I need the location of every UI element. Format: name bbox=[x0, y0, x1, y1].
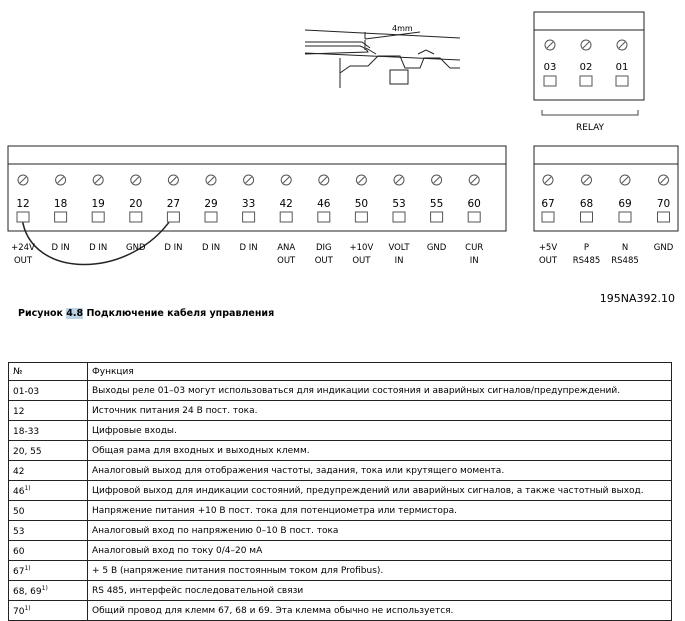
terminal-number: 12 bbox=[16, 198, 30, 210]
terminal-label-line1: P bbox=[583, 243, 590, 253]
caption-prefix: Рисунок bbox=[18, 308, 67, 319]
table-row bbox=[9, 601, 672, 621]
table-row bbox=[9, 581, 672, 601]
terminal-label-line1: GND bbox=[426, 243, 447, 253]
caption-number: 4.8 bbox=[66, 308, 84, 319]
terminal-label-line1: D IN bbox=[89, 243, 108, 253]
terminal-socket bbox=[17, 212, 29, 222]
table-row bbox=[9, 481, 672, 501]
terminal-socket bbox=[318, 212, 330, 222]
terminal-number-cell bbox=[9, 481, 88, 501]
table-row bbox=[9, 561, 672, 581]
relay-block bbox=[530, 10, 650, 135]
terminal-label-line2: OUT bbox=[277, 256, 296, 266]
cable-strip-illustration bbox=[300, 18, 470, 93]
terminal-number-cell bbox=[9, 441, 88, 461]
terminal-label-line1: GND bbox=[126, 243, 146, 253]
terminal-number: 67 bbox=[541, 198, 555, 210]
terminal-number-cell bbox=[9, 561, 88, 581]
terminal-label-line1: D IN bbox=[239, 243, 258, 253]
terminal-number: 42 bbox=[13, 467, 25, 477]
terminal-number-cell bbox=[9, 421, 88, 441]
function-description: + 5 В (напряжение питания постоянным током для Profibus). bbox=[88, 561, 672, 581]
terminal-number: 60 bbox=[13, 547, 25, 557]
relay-terminal-02: 02 bbox=[579, 62, 593, 73]
function-description: Цифровой выход для индикации состояний, предупреждений или аварийных сигналов, а также частотный выход. bbox=[88, 481, 672, 501]
terminal-function-table bbox=[8, 362, 672, 621]
terminal-socket bbox=[619, 212, 631, 222]
header-function: Функция bbox=[88, 363, 672, 381]
terminal-label-line1: +24V bbox=[11, 243, 35, 253]
terminal-number: 70 bbox=[656, 198, 671, 210]
terminal-number: 18 bbox=[53, 198, 68, 210]
terminal-socket bbox=[393, 212, 405, 222]
terminal-number: 50 bbox=[354, 198, 369, 210]
table-row bbox=[9, 381, 672, 401]
terminal-label-line1: +10V bbox=[349, 243, 374, 253]
terminal-socket bbox=[431, 212, 443, 222]
terminal-socket bbox=[468, 212, 480, 222]
terminal-socket bbox=[658, 212, 670, 222]
function-description: Аналоговый вход по току 0/4–20 мА bbox=[88, 541, 672, 561]
table-row bbox=[9, 441, 672, 461]
terminal-number: 27 bbox=[166, 198, 181, 210]
terminal-socket bbox=[130, 212, 142, 222]
terminal-number: 67 bbox=[13, 567, 25, 577]
table-row bbox=[9, 521, 672, 541]
terminal-socket bbox=[205, 212, 217, 222]
terminal-label-line1: VOLT bbox=[388, 243, 410, 253]
table-header-row bbox=[9, 363, 672, 381]
terminal-number: 50 bbox=[13, 507, 25, 517]
terminal-number-cell bbox=[9, 521, 88, 541]
function-description: Источник питания 24 В пост. тока. bbox=[88, 401, 672, 421]
terminal-label-line1: N bbox=[621, 243, 629, 253]
terminal-number: 12 bbox=[13, 407, 25, 417]
terminal-number-cell bbox=[9, 381, 88, 401]
table-row bbox=[9, 501, 672, 521]
terminal-number: 68 bbox=[579, 198, 594, 210]
function-description: Цифровые входы. bbox=[88, 421, 672, 441]
terminal-label-line2: OUT bbox=[538, 256, 558, 266]
terminal-socket bbox=[243, 212, 255, 222]
terminal-number: 53 bbox=[392, 198, 406, 210]
terminal-label-line2: OUT bbox=[352, 256, 371, 266]
caption-text: Подключение кабеля управления bbox=[83, 308, 275, 319]
terminal-label-line1: D IN bbox=[164, 243, 183, 253]
footnote-marker: 1) bbox=[24, 565, 31, 572]
terminal-number: 70 bbox=[13, 607, 25, 617]
terminal-label-line1: ANA bbox=[277, 243, 296, 253]
terminal-label-line2: RS485 bbox=[572, 256, 601, 266]
function-description: Общий провод для клемм 67, 68 и 69. Эта клемма обычно не используется. bbox=[88, 601, 672, 621]
terminal-label-line2: RS485 bbox=[611, 256, 639, 266]
terminal-number-cell bbox=[9, 601, 88, 621]
terminal-label-line2: IN bbox=[469, 256, 479, 266]
terminal-number: 69 bbox=[618, 198, 632, 210]
figure-id: 195NA392.10 bbox=[599, 292, 675, 305]
terminal-number: 42 bbox=[279, 198, 293, 210]
terminal-number: 19 bbox=[91, 198, 105, 210]
terminal-number-cell bbox=[9, 461, 88, 481]
footnote-marker: 1) bbox=[41, 585, 48, 592]
terminal-number: 33 bbox=[241, 198, 256, 210]
table-row bbox=[9, 421, 672, 441]
terminal-label-line1: GND bbox=[653, 243, 674, 253]
terminal-label-line1: +5V bbox=[538, 243, 558, 253]
terminal-socket bbox=[55, 212, 67, 222]
control-terminal-block bbox=[0, 140, 520, 275]
terminal-label-line1: D IN bbox=[51, 243, 70, 253]
terminal-number: 18-33 bbox=[13, 427, 40, 437]
terminal-socket bbox=[581, 212, 593, 222]
terminal-number-cell bbox=[9, 541, 88, 561]
table-row bbox=[9, 401, 672, 421]
relay-terminal-01: 01 bbox=[615, 62, 629, 73]
terminal-socket bbox=[355, 212, 367, 222]
function-description: Выходы реле 01–03 могут использоваться для индикации состояния и аварийных сигналов/предупреждений. bbox=[88, 381, 672, 401]
terminal-socket bbox=[92, 212, 104, 222]
terminal-number-cell bbox=[9, 501, 88, 521]
terminal-number-cell bbox=[9, 401, 88, 421]
terminal-number: 46 bbox=[13, 487, 25, 497]
figure-caption bbox=[18, 308, 274, 319]
terminal-number: 01-03 bbox=[13, 387, 40, 397]
function-description: RS 485, интерфейс последовательной связи bbox=[88, 581, 672, 601]
table-row bbox=[9, 541, 672, 561]
footnote-marker: 1) bbox=[24, 605, 31, 612]
terminal-number: 46 bbox=[317, 198, 331, 210]
relay-terminal-03: 03 bbox=[543, 62, 557, 73]
terminal-socket bbox=[280, 212, 292, 222]
terminal-label-line2: OUT bbox=[13, 256, 33, 266]
terminal-number: 20, 55 bbox=[13, 447, 42, 457]
footnote-marker: 1) bbox=[24, 485, 31, 492]
function-description: Общая рама для входных и выходных клемм. bbox=[88, 441, 672, 461]
function-description: Напряжение питания +10 В пост. тока для потенциометра или термистора. bbox=[88, 501, 672, 521]
terminal-number-cell bbox=[9, 581, 88, 601]
terminal-label-line1: CUR bbox=[465, 243, 484, 253]
terminal-number: 20 bbox=[129, 198, 143, 210]
terminal-label-line2: IN bbox=[394, 256, 404, 266]
table-row bbox=[9, 461, 672, 481]
relay-label: RELAY bbox=[575, 123, 605, 133]
terminal-label-line2: OUT bbox=[314, 256, 333, 266]
cable-drawing bbox=[305, 30, 460, 88]
terminal-label-line1: D IN bbox=[201, 243, 221, 253]
terminal-socket bbox=[167, 212, 179, 222]
terminal-number: 60 bbox=[467, 198, 481, 210]
terminal-number: 68, 69 bbox=[13, 587, 42, 597]
strip-dimension-label: 4mm bbox=[392, 24, 413, 33]
function-description: Аналоговый выход для отображения частоты, задания, тока или крутящего момента. bbox=[88, 461, 672, 481]
header-number: № bbox=[9, 363, 88, 381]
terminal-number: 29 bbox=[204, 198, 218, 210]
terminal-socket bbox=[542, 212, 554, 222]
terminal-number: 53 bbox=[13, 527, 25, 537]
terminal-label-line1: DIG bbox=[315, 243, 332, 253]
terminal-number: 55 bbox=[429, 198, 444, 210]
bus-terminal-block bbox=[530, 140, 685, 275]
function-description: Аналоговый вход по напряжению 0–10 В пост. тока bbox=[88, 521, 672, 541]
